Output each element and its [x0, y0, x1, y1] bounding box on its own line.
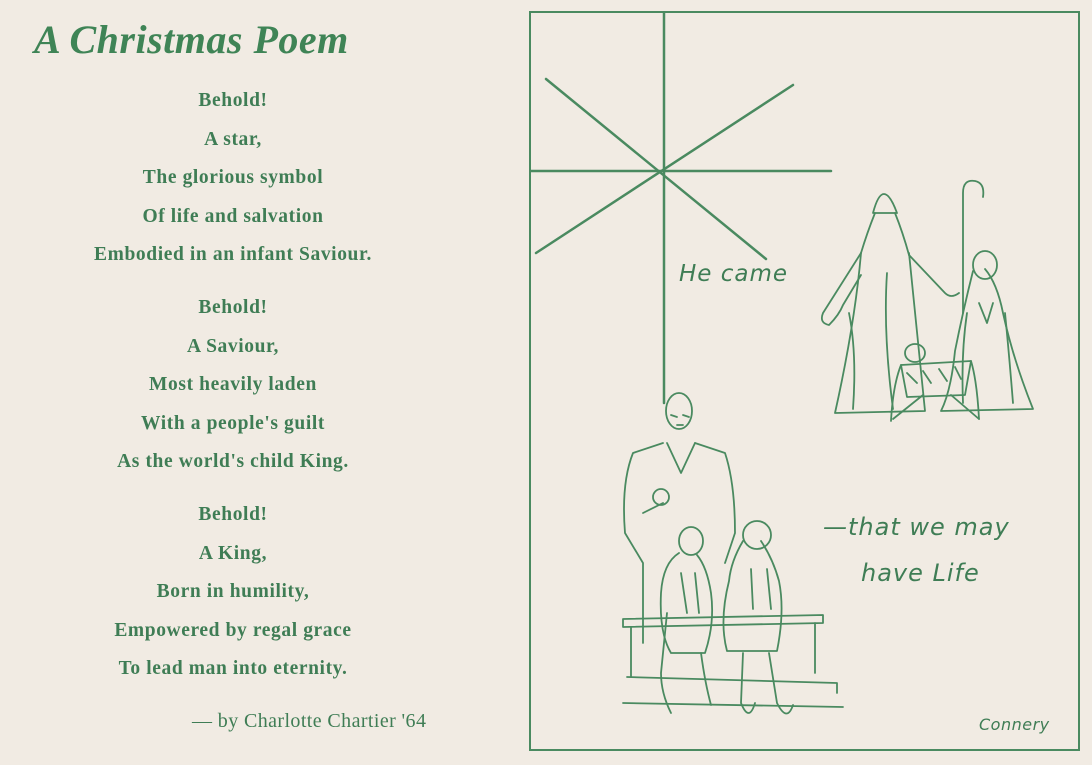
poem-line: A star,: [204, 128, 262, 150]
caption-have-life: have Life: [861, 559, 980, 587]
nativity-illustration: [531, 13, 1082, 753]
pew-icon: [623, 615, 843, 707]
caption-he-came: He came: [679, 261, 789, 287]
artist-signature: Connery: [979, 715, 1050, 734]
poem-line: As the world's child King.: [117, 451, 349, 473]
mary-figure-icon: [941, 251, 1033, 411]
poem-line: A Saviour,: [187, 335, 279, 357]
stanza: [28, 289, 438, 482]
caption-that-we-may: —that we may: [823, 513, 1010, 541]
poem-line: Behold!: [198, 296, 268, 318]
poem-line: Behold!: [198, 503, 268, 525]
poem-line: The glorious symbol: [142, 167, 324, 189]
star-icon: [531, 13, 831, 403]
priest-figure-icon: [624, 393, 735, 643]
poem-line: Behold!: [198, 90, 268, 111]
poem-line: Most heavily laden: [149, 374, 317, 396]
poem-title: A Christmas Poem: [34, 17, 349, 62]
poem-line: Embodied in an infant Saviour.: [94, 244, 372, 266]
kneeling-boy-icon: [661, 527, 712, 713]
stanza: [28, 82, 438, 275]
poem-body: [28, 82, 438, 703]
poem-line: Empowered by regal grace: [114, 619, 352, 641]
poem-line: To lead man into eternity.: [118, 658, 348, 680]
poem-line: With a people's guilt: [141, 412, 325, 434]
stanza: [28, 496, 438, 689]
illustration-frame: [529, 11, 1080, 751]
poem-byline: — by Charlotte Chartier '64: [192, 710, 427, 732]
poem-line: Of life and salvation: [142, 205, 324, 227]
poem-line: A King,: [198, 542, 268, 564]
poem-line: Born in humility,: [156, 581, 310, 603]
manger-icon: [891, 344, 979, 421]
